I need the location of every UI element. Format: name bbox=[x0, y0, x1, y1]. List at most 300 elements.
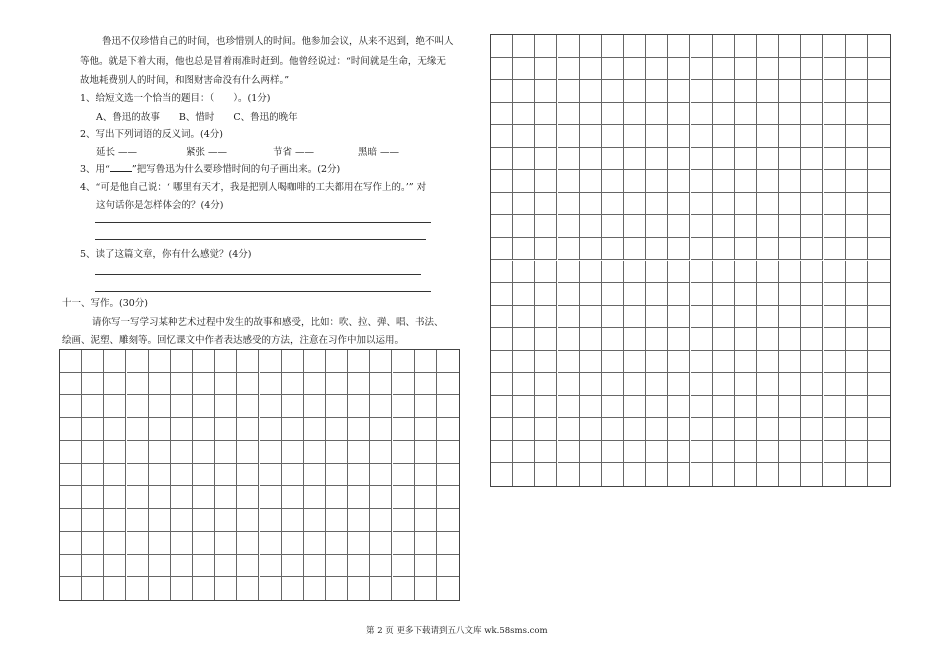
grid-cell[interactable] bbox=[735, 215, 757, 238]
grid-cell[interactable] bbox=[580, 441, 602, 464]
grid-cell[interactable] bbox=[82, 509, 104, 532]
grid-cell[interactable] bbox=[215, 373, 237, 396]
grid-cell[interactable] bbox=[513, 215, 535, 238]
grid-cell[interactable] bbox=[624, 215, 646, 238]
grid-cell[interactable] bbox=[535, 306, 557, 329]
grid-cell[interactable] bbox=[513, 170, 535, 193]
grid-cell[interactable] bbox=[193, 486, 215, 509]
grid-cell[interactable] bbox=[735, 328, 757, 351]
grid-cell[interactable] bbox=[713, 170, 735, 193]
grid-cell[interactable] bbox=[691, 103, 713, 126]
grid-cell[interactable] bbox=[558, 238, 580, 261]
grid-cell[interactable] bbox=[304, 373, 326, 396]
grid-cell[interactable] bbox=[691, 463, 713, 486]
grid-cell[interactable] bbox=[735, 125, 757, 148]
grid-cell[interactable] bbox=[646, 238, 668, 261]
grid-cell[interactable] bbox=[282, 395, 304, 418]
grid-cell[interactable] bbox=[558, 80, 580, 103]
grid-cell[interactable] bbox=[237, 350, 259, 373]
grid-cell[interactable] bbox=[646, 35, 668, 58]
grid-cell[interactable] bbox=[691, 148, 713, 171]
grid-cell[interactable] bbox=[846, 58, 868, 81]
grid-cell[interactable] bbox=[801, 351, 823, 374]
grid-cell[interactable] bbox=[260, 373, 282, 396]
grid-cell[interactable] bbox=[779, 418, 801, 441]
grid-cell[interactable] bbox=[868, 170, 890, 193]
grid-cell[interactable] bbox=[801, 215, 823, 238]
grid-cell[interactable] bbox=[779, 148, 801, 171]
grid-cell[interactable] bbox=[691, 58, 713, 81]
grid-cell[interactable] bbox=[513, 193, 535, 216]
grid-cell[interactable] bbox=[535, 238, 557, 261]
grid-cell[interactable] bbox=[691, 328, 713, 351]
grid-cell[interactable] bbox=[415, 486, 437, 509]
grid-cell[interactable] bbox=[602, 238, 624, 261]
grid-cell[interactable] bbox=[149, 373, 171, 396]
grid-cell[interactable] bbox=[602, 283, 624, 306]
answer-line-5a[interactable] bbox=[95, 274, 421, 275]
grid-cell[interactable] bbox=[260, 418, 282, 441]
grid-cell[interactable] bbox=[646, 418, 668, 441]
grid-cell[interactable] bbox=[370, 532, 392, 555]
grid-cell[interactable] bbox=[282, 464, 304, 487]
grid-cell[interactable] bbox=[558, 148, 580, 171]
grid-cell[interactable] bbox=[668, 170, 690, 193]
grid-cell[interactable] bbox=[237, 577, 259, 600]
grid-cell[interactable] bbox=[735, 193, 757, 216]
grid-cell[interactable] bbox=[646, 306, 668, 329]
grid-cell[interactable] bbox=[415, 464, 437, 487]
grid-cell[interactable] bbox=[646, 148, 668, 171]
grid-cell[interactable] bbox=[846, 125, 868, 148]
grid-cell[interactable] bbox=[491, 441, 513, 464]
grid-cell[interactable] bbox=[348, 418, 370, 441]
grid-cell[interactable] bbox=[558, 215, 580, 238]
grid-cell[interactable] bbox=[602, 351, 624, 374]
grid-cell[interactable] bbox=[437, 577, 459, 600]
grid-cell[interactable] bbox=[82, 532, 104, 555]
grid-cell[interactable] bbox=[668, 373, 690, 396]
grid-cell[interactable] bbox=[149, 395, 171, 418]
grid-cell[interactable] bbox=[624, 238, 646, 261]
grid-cell[interactable] bbox=[304, 418, 326, 441]
grid-cell[interactable] bbox=[691, 238, 713, 261]
grid-cell[interactable] bbox=[602, 441, 624, 464]
grid-cell[interactable] bbox=[868, 328, 890, 351]
grid-cell[interactable] bbox=[824, 35, 846, 58]
grid-cell[interactable] bbox=[535, 283, 557, 306]
grid-cell[interactable] bbox=[171, 418, 193, 441]
grid-cell[interactable] bbox=[846, 328, 868, 351]
grid-cell[interactable] bbox=[580, 306, 602, 329]
grid-cell[interactable] bbox=[779, 283, 801, 306]
grid-cell[interactable] bbox=[713, 306, 735, 329]
grid-cell[interactable] bbox=[602, 418, 624, 441]
grid-cell[interactable] bbox=[646, 58, 668, 81]
grid-cell[interactable] bbox=[735, 58, 757, 81]
grid-cell[interactable] bbox=[846, 441, 868, 464]
grid-cell[interactable] bbox=[127, 555, 149, 578]
grid-cell[interactable] bbox=[535, 351, 557, 374]
grid-cell[interactable] bbox=[60, 350, 82, 373]
grid-cell[interactable] bbox=[127, 373, 149, 396]
grid-cell[interactable] bbox=[646, 351, 668, 374]
grid-cell[interactable] bbox=[558, 103, 580, 126]
grid-cell[interactable] bbox=[60, 373, 82, 396]
grid-cell[interactable] bbox=[393, 509, 415, 532]
grid-cell[interactable] bbox=[535, 441, 557, 464]
grid-cell[interactable] bbox=[326, 464, 348, 487]
grid-cell[interactable] bbox=[104, 418, 126, 441]
grid-cell[interactable] bbox=[779, 441, 801, 464]
grid-cell[interactable] bbox=[60, 555, 82, 578]
grid-cell[interactable] bbox=[535, 148, 557, 171]
grid-cell[interactable] bbox=[868, 148, 890, 171]
grid-cell[interactable] bbox=[868, 351, 890, 374]
grid-cell[interactable] bbox=[624, 80, 646, 103]
grid-cell[interactable] bbox=[801, 328, 823, 351]
grid-cell[interactable] bbox=[513, 283, 535, 306]
grid-cell[interactable] bbox=[193, 441, 215, 464]
grid-cell[interactable] bbox=[491, 396, 513, 419]
grid-cell[interactable] bbox=[513, 463, 535, 486]
grid-cell[interactable] bbox=[824, 418, 846, 441]
grid-cell[interactable] bbox=[558, 463, 580, 486]
grid-cell[interactable] bbox=[393, 373, 415, 396]
grid-cell[interactable] bbox=[535, 170, 557, 193]
grid-cell[interactable] bbox=[580, 215, 602, 238]
grid-cell[interactable] bbox=[127, 418, 149, 441]
grid-cell[interactable] bbox=[60, 418, 82, 441]
grid-cell[interactable] bbox=[513, 328, 535, 351]
grid-cell[interactable] bbox=[237, 373, 259, 396]
grid-cell[interactable] bbox=[149, 577, 171, 600]
grid-cell[interactable] bbox=[801, 170, 823, 193]
grid-cell[interactable] bbox=[60, 509, 82, 532]
grid-cell[interactable] bbox=[801, 80, 823, 103]
grid-cell[interactable] bbox=[824, 396, 846, 419]
grid-cell[interactable] bbox=[393, 395, 415, 418]
grid-cell[interactable] bbox=[801, 396, 823, 419]
grid-cell[interactable] bbox=[735, 396, 757, 419]
grid-cell[interactable] bbox=[215, 509, 237, 532]
grid-cell[interactable] bbox=[779, 328, 801, 351]
grid-cell[interactable] bbox=[779, 351, 801, 374]
grid-cell[interactable] bbox=[757, 58, 779, 81]
grid-cell[interactable] bbox=[646, 441, 668, 464]
grid-cell[interactable] bbox=[393, 464, 415, 487]
grid-cell[interactable] bbox=[348, 395, 370, 418]
grid-cell[interactable] bbox=[824, 125, 846, 148]
grid-cell[interactable] bbox=[513, 80, 535, 103]
grid-cell[interactable] bbox=[104, 509, 126, 532]
grid-cell[interactable] bbox=[104, 577, 126, 600]
grid-cell[interactable] bbox=[193, 509, 215, 532]
grid-cell[interactable] bbox=[824, 283, 846, 306]
grid-cell[interactable] bbox=[215, 464, 237, 487]
grid-cell[interactable] bbox=[735, 418, 757, 441]
grid-cell[interactable] bbox=[624, 103, 646, 126]
grid-cell[interactable] bbox=[348, 464, 370, 487]
grid-cell[interactable] bbox=[415, 395, 437, 418]
answer-line-4a[interactable] bbox=[95, 222, 431, 223]
grid-cell[interactable] bbox=[127, 486, 149, 509]
grid-cell[interactable] bbox=[193, 577, 215, 600]
grid-cell[interactable] bbox=[646, 103, 668, 126]
grid-cell[interactable] bbox=[491, 283, 513, 306]
grid-cell[interactable] bbox=[127, 577, 149, 600]
grid-cell[interactable] bbox=[104, 373, 126, 396]
grid-cell[interactable] bbox=[757, 261, 779, 284]
grid-cell[interactable] bbox=[757, 328, 779, 351]
grid-cell[interactable] bbox=[415, 418, 437, 441]
grid-cell[interactable] bbox=[304, 464, 326, 487]
grid-cell[interactable] bbox=[491, 170, 513, 193]
grid-cell[interactable] bbox=[237, 555, 259, 578]
grid-cell[interactable] bbox=[535, 103, 557, 126]
grid-cell[interactable] bbox=[691, 125, 713, 148]
grid-cell[interactable] bbox=[393, 577, 415, 600]
grid-cell[interactable] bbox=[757, 35, 779, 58]
grid-cell[interactable] bbox=[757, 418, 779, 441]
grid-cell[interactable] bbox=[801, 103, 823, 126]
grid-cell[interactable] bbox=[393, 486, 415, 509]
grid-cell[interactable] bbox=[580, 261, 602, 284]
grid-cell[interactable] bbox=[193, 373, 215, 396]
grid-cell[interactable] bbox=[846, 283, 868, 306]
grid-cell[interactable] bbox=[215, 577, 237, 600]
grid-cell[interactable] bbox=[104, 441, 126, 464]
grid-cell[interactable] bbox=[801, 148, 823, 171]
grid-cell[interactable] bbox=[215, 441, 237, 464]
grid-cell[interactable] bbox=[824, 103, 846, 126]
grid-cell[interactable] bbox=[171, 395, 193, 418]
grid-cell[interactable] bbox=[437, 555, 459, 578]
grid-cell[interactable] bbox=[779, 215, 801, 238]
grid-cell[interactable] bbox=[801, 463, 823, 486]
grid-cell[interactable] bbox=[535, 193, 557, 216]
grid-cell[interactable] bbox=[491, 306, 513, 329]
grid-cell[interactable] bbox=[668, 441, 690, 464]
grid-cell[interactable] bbox=[304, 532, 326, 555]
grid-cell[interactable] bbox=[104, 350, 126, 373]
grid-cell[interactable] bbox=[82, 395, 104, 418]
grid-cell[interactable] bbox=[491, 373, 513, 396]
grid-cell[interactable] bbox=[757, 463, 779, 486]
grid-cell[interactable] bbox=[535, 80, 557, 103]
grid-cell[interactable] bbox=[60, 464, 82, 487]
grid-cell[interactable] bbox=[846, 148, 868, 171]
grid-cell[interactable] bbox=[846, 418, 868, 441]
grid-cell[interactable] bbox=[713, 238, 735, 261]
grid-cell[interactable] bbox=[602, 328, 624, 351]
grid-cell[interactable] bbox=[149, 464, 171, 487]
grid-cell[interactable] bbox=[602, 170, 624, 193]
grid-cell[interactable] bbox=[558, 328, 580, 351]
grid-cell[interactable] bbox=[801, 35, 823, 58]
grid-cell[interactable] bbox=[646, 125, 668, 148]
grid-cell[interactable] bbox=[127, 350, 149, 373]
grid-cell[interactable] bbox=[691, 193, 713, 216]
grid-cell[interactable] bbox=[846, 193, 868, 216]
grid-cell[interactable] bbox=[668, 418, 690, 441]
grid-cell[interactable] bbox=[370, 350, 392, 373]
grid-cell[interactable] bbox=[491, 125, 513, 148]
grid-cell[interactable] bbox=[757, 193, 779, 216]
grid-cell[interactable] bbox=[691, 351, 713, 374]
grid-cell[interactable] bbox=[824, 351, 846, 374]
grid-cell[interactable] bbox=[668, 238, 690, 261]
grid-cell[interactable] bbox=[691, 35, 713, 58]
grid-cell[interactable] bbox=[558, 306, 580, 329]
grid-cell[interactable] bbox=[824, 193, 846, 216]
grid-cell[interactable] bbox=[602, 215, 624, 238]
grid-cell[interactable] bbox=[624, 418, 646, 441]
grid-cell[interactable] bbox=[824, 238, 846, 261]
grid-cell[interactable] bbox=[149, 350, 171, 373]
grid-cell[interactable] bbox=[82, 418, 104, 441]
grid-cell[interactable] bbox=[668, 80, 690, 103]
grid-cell[interactable] bbox=[215, 555, 237, 578]
grid-cell[interactable] bbox=[735, 238, 757, 261]
grid-cell[interactable] bbox=[668, 306, 690, 329]
grid-cell[interactable] bbox=[779, 35, 801, 58]
grid-cell[interactable] bbox=[326, 486, 348, 509]
grid-cell[interactable] bbox=[691, 373, 713, 396]
grid-cell[interactable] bbox=[624, 35, 646, 58]
grid-cell[interactable] bbox=[646, 373, 668, 396]
grid-cell[interactable] bbox=[580, 35, 602, 58]
grid-cell[interactable] bbox=[580, 328, 602, 351]
grid-cell[interactable] bbox=[370, 441, 392, 464]
grid-cell[interactable] bbox=[260, 555, 282, 578]
grid-cell[interactable] bbox=[370, 464, 392, 487]
grid-cell[interactable] bbox=[348, 532, 370, 555]
grid-cell[interactable] bbox=[393, 350, 415, 373]
grid-cell[interactable] bbox=[260, 486, 282, 509]
writing-grid-right[interactable] bbox=[490, 34, 891, 487]
grid-cell[interactable] bbox=[824, 215, 846, 238]
grid-cell[interactable] bbox=[779, 125, 801, 148]
grid-cell[interactable] bbox=[713, 148, 735, 171]
grid-cell[interactable] bbox=[713, 418, 735, 441]
grid-cell[interactable] bbox=[393, 532, 415, 555]
grid-cell[interactable] bbox=[127, 509, 149, 532]
grid-cell[interactable] bbox=[824, 261, 846, 284]
grid-cell[interactable] bbox=[735, 351, 757, 374]
grid-cell[interactable] bbox=[260, 532, 282, 555]
grid-cell[interactable] bbox=[437, 486, 459, 509]
grid-cell[interactable] bbox=[735, 148, 757, 171]
grid-cell[interactable] bbox=[846, 306, 868, 329]
grid-cell[interactable] bbox=[757, 80, 779, 103]
grid-cell[interactable] bbox=[193, 464, 215, 487]
grid-cell[interactable] bbox=[646, 396, 668, 419]
grid-cell[interactable] bbox=[282, 441, 304, 464]
grid-cell[interactable] bbox=[868, 238, 890, 261]
grid-cell[interactable] bbox=[691, 306, 713, 329]
grid-cell[interactable] bbox=[171, 532, 193, 555]
grid-cell[interactable] bbox=[370, 395, 392, 418]
grid-cell[interactable] bbox=[282, 418, 304, 441]
grid-cell[interactable] bbox=[691, 261, 713, 284]
grid-cell[interactable] bbox=[846, 351, 868, 374]
grid-cell[interactable] bbox=[846, 463, 868, 486]
grid-cell[interactable] bbox=[801, 238, 823, 261]
grid-cell[interactable] bbox=[558, 373, 580, 396]
grid-cell[interactable] bbox=[713, 125, 735, 148]
grid-cell[interactable] bbox=[513, 103, 535, 126]
grid-cell[interactable] bbox=[304, 441, 326, 464]
grid-cell[interactable] bbox=[127, 464, 149, 487]
grid-cell[interactable] bbox=[868, 396, 890, 419]
grid-cell[interactable] bbox=[868, 261, 890, 284]
grid-cell[interactable] bbox=[801, 373, 823, 396]
grid-cell[interactable] bbox=[535, 125, 557, 148]
grid-cell[interactable] bbox=[602, 463, 624, 486]
grid-cell[interactable] bbox=[580, 170, 602, 193]
grid-cell[interactable] bbox=[535, 58, 557, 81]
grid-cell[interactable] bbox=[757, 396, 779, 419]
grid-cell[interactable] bbox=[868, 103, 890, 126]
grid-cell[interactable] bbox=[491, 238, 513, 261]
grid-cell[interactable] bbox=[326, 350, 348, 373]
grid-cell[interactable] bbox=[580, 238, 602, 261]
grid-cell[interactable] bbox=[735, 261, 757, 284]
grid-cell[interactable] bbox=[668, 283, 690, 306]
grid-cell[interactable] bbox=[535, 261, 557, 284]
grid-cell[interactable] bbox=[713, 463, 735, 486]
grid-cell[interactable] bbox=[713, 103, 735, 126]
grid-cell[interactable] bbox=[757, 103, 779, 126]
grid-cell[interactable] bbox=[513, 351, 535, 374]
grid-cell[interactable] bbox=[624, 328, 646, 351]
grid-cell[interactable] bbox=[735, 373, 757, 396]
grid-cell[interactable] bbox=[282, 532, 304, 555]
grid-cell[interactable] bbox=[513, 261, 535, 284]
grid-cell[interactable] bbox=[171, 350, 193, 373]
grid-cell[interactable] bbox=[282, 577, 304, 600]
grid-cell[interactable] bbox=[370, 418, 392, 441]
grid-cell[interactable] bbox=[491, 35, 513, 58]
grid-cell[interactable] bbox=[824, 58, 846, 81]
grid-cell[interactable] bbox=[437, 350, 459, 373]
grid-cell[interactable] bbox=[779, 193, 801, 216]
grid-cell[interactable] bbox=[491, 80, 513, 103]
grid-cell[interactable] bbox=[215, 350, 237, 373]
grid-cell[interactable] bbox=[171, 441, 193, 464]
grid-cell[interactable] bbox=[779, 58, 801, 81]
grid-cell[interactable] bbox=[348, 486, 370, 509]
grid-cell[interactable] bbox=[348, 509, 370, 532]
grid-cell[interactable] bbox=[326, 577, 348, 600]
grid-cell[interactable] bbox=[580, 418, 602, 441]
grid-cell[interactable] bbox=[735, 103, 757, 126]
grid-cell[interactable] bbox=[580, 125, 602, 148]
grid-cell[interactable] bbox=[713, 80, 735, 103]
grid-cell[interactable] bbox=[624, 125, 646, 148]
grid-cell[interactable] bbox=[824, 373, 846, 396]
grid-cell[interactable] bbox=[215, 486, 237, 509]
grid-cell[interactable] bbox=[580, 351, 602, 374]
grid-cell[interactable] bbox=[868, 80, 890, 103]
grid-cell[interactable] bbox=[735, 463, 757, 486]
grid-cell[interactable] bbox=[713, 373, 735, 396]
grid-cell[interactable] bbox=[304, 555, 326, 578]
grid-cell[interactable] bbox=[713, 396, 735, 419]
grid-cell[interactable] bbox=[260, 441, 282, 464]
grid-cell[interactable] bbox=[171, 486, 193, 509]
